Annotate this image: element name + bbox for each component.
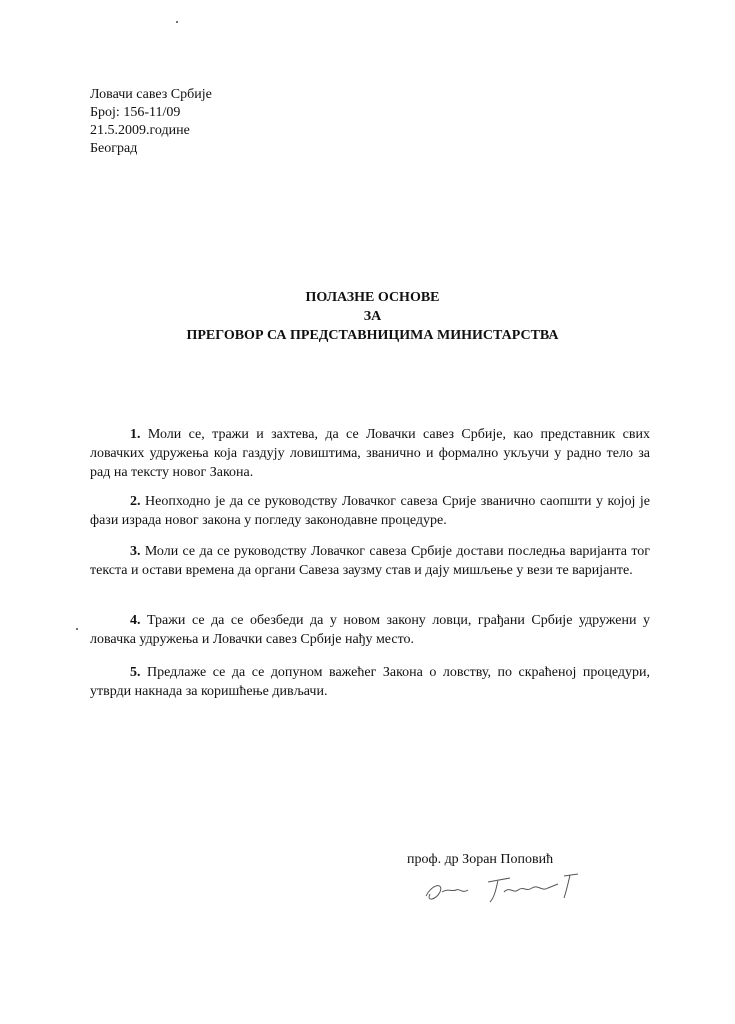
item-number: 4. [130, 613, 141, 628]
list-item [90, 542, 650, 580]
document-number: Број: 156-11/09 [90, 105, 181, 120]
scan-speck [176, 21, 178, 23]
item-text: Неопходно је да се руководству Ловачког савеза Срије званично саопшти у којој је фази израда новог закона у погледу законодавне процедуре. [90, 494, 651, 528]
signatory-name: проф. др Зоран Поповић [407, 852, 554, 867]
list-item [90, 492, 650, 530]
scan-speck [76, 628, 78, 630]
item-number: 5. [130, 665, 141, 680]
item-text: Моли се да се руководству Ловачког савеза Србије достави последња варијанта тог текста и остави времена да органи Савеза заузму став и дају мишљење у вези те варијанте. [90, 544, 650, 578]
item-text: Тражи се да се обезбеди да у новом закону ловци, грађани Србије удружени у ловачка удружења и Ловачки савез Србије нађу место. [90, 613, 651, 647]
handwritten-signature [418, 862, 598, 912]
title-line-2: ЗА [363, 309, 382, 324]
item-number: 2. [130, 494, 141, 509]
item-number: 3. [130, 544, 141, 559]
item-text: Моли се, тражи и захтева, да се Ловачки савез Србије, као представник свих ловачких удружења која газдују ловиштима, званично и формално укључи у радно тело за рад на тексту новог Закона. [90, 427, 650, 480]
title-line-3: ПРЕГОВОР СА ПРЕДСТАВНИЦИМА МИНИСТАРСТВА [186, 328, 559, 343]
title-line-1: ПОЛАЗНЕ ОСНОВЕ [305, 290, 440, 305]
list-item [90, 663, 650, 701]
list-item [90, 425, 650, 482]
item-text: Предлаже се да се допуном важећег Закона о ловству, по скраћеној процедури, утврди накнада за коришћење дивљачи. [90, 665, 651, 699]
list-item [90, 611, 650, 649]
item-number: 1. [130, 427, 141, 442]
document-city: Београд [90, 141, 138, 156]
organization-name: Ловачи савез Србије [90, 87, 212, 102]
document-date: 21.5.2009.године [90, 123, 190, 138]
sender-block [90, 86, 212, 158]
document-title [0, 288, 735, 345]
